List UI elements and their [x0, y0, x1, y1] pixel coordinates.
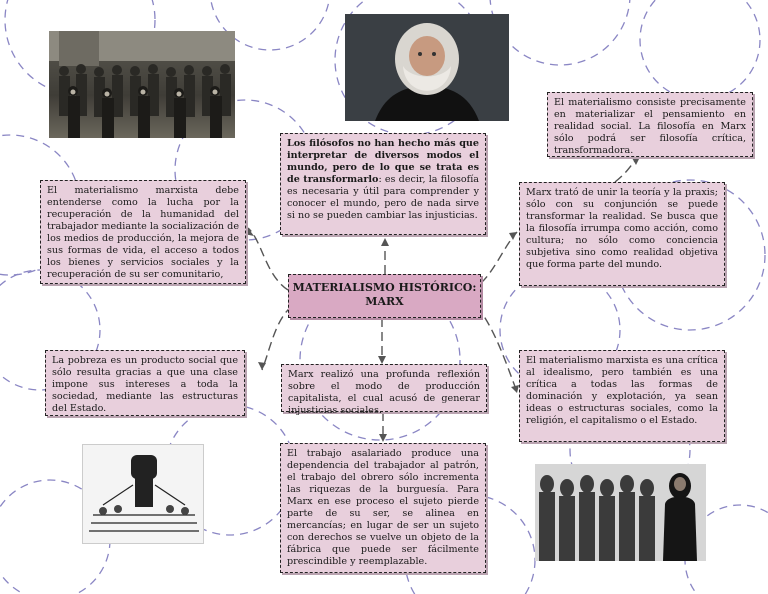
box-center-middle-text: Marx realizó una profunda reflexión sobre el modo de producción capitalista, el cual acusó de generar injusticias sociales.: [288, 369, 480, 416]
box-right-bottom: [519, 350, 725, 442]
marx-portrait-illustration: [345, 14, 509, 121]
center-title: MATERIALISMO HISTÓRICO: MARX: [292, 281, 477, 308]
arrowhead: [632, 157, 640, 165]
connector-left-top: [248, 228, 288, 290]
arrowhead: [509, 232, 517, 240]
box-left-top: [40, 180, 246, 284]
box-right-middle-text: Marx trató de unir la teoría y la praxis; sólo con su conjunción se puede transformar la realidad. Se busca que la filosofía irrumpa como acción, como cultura; no sólo como conciencia subjetiva sino como realidad objetiva que forma parte del mundo.: [526, 187, 718, 270]
box-left-bottom: [45, 350, 245, 416]
box-center-middle: [281, 364, 487, 416]
center-title-box: [288, 274, 481, 318]
box-center-bottom: [280, 443, 486, 573]
raised-fist-illustration: [82, 444, 204, 544]
box-left-top-text: El materialismo marxista debe entenderse como la lucha por la recuperación de la humanidad del trabajador mediante la socialización de los medios de producción, la mejora de sus formas de vida, el acceso a todos los bienes y servicios sociales y la recuperación de su ser comunitario,: [47, 185, 239, 280]
quote-bold-text: Los filósofos no han hecho más que interpretar de diversos modos el mundo, pero de lo que se trata es de transformarlo: [287, 138, 479, 185]
box-left-bottom-text: La pobreza es un producto social que sólo resulta gracias a que una clase impone sus intereses a toda la sociedad, mediante las estructuras del Estado.: [52, 355, 238, 414]
figures-photo: [535, 464, 706, 561]
quote-text: [287, 138, 479, 222]
arrowhead: [258, 362, 266, 370]
box-right-middle: [519, 182, 725, 286]
connector-right-middle: [481, 232, 517, 283]
box-right-top-text: El materialismo consiste precisamente en materializar el pensamiento en realidad social. La filosofía en Marx sólo podrá ser filosofía crítica, transformadora.: [554, 97, 746, 156]
arrowhead: [381, 238, 389, 246]
child-workers-illustration: [49, 31, 235, 138]
box-right-bottom-text: El materialismo marxista es una crítica al idealismo, pero también es una crítica a todas las formas de dominación y explotación, ya sean ideas o estructuras sociales, como la religión, el capitalismo o el Estado.: [526, 355, 718, 426]
quote-box: [280, 133, 486, 235]
arrowhead: [379, 434, 387, 442]
decor-circle: [490, 0, 630, 65]
box-right-top: [547, 92, 753, 157]
figures-illustration: [535, 464, 706, 561]
quote-rest-text: : es decir, la filosofía es necesaria y útil para comprender y conocer el mundo, pero de nada sirve si no se pueden cambiar las injusticias.: [287, 174, 479, 221]
arrowhead: [378, 356, 386, 364]
box-center-bottom-text: El trabajo asalariado produce una dependencia del trabajador al patrón, el trabajo del obrero sólo incrementa las riquezas de la burguesía. Para Marx en ese proceso el sujeto pierde parte de su ser, se alinea en mercancías; en lugar de ser un sujeto con derechos se vuelve un objeto de la fábrica que puede ser fácilmente prescindible y reemplazable.: [287, 448, 479, 567]
fist-drawing: [83, 445, 204, 544]
child-workers-photo: [49, 31, 235, 138]
marx-portrait-photo: [345, 14, 509, 121]
decor-circle: [640, 0, 760, 100]
arrowhead: [511, 385, 519, 393]
